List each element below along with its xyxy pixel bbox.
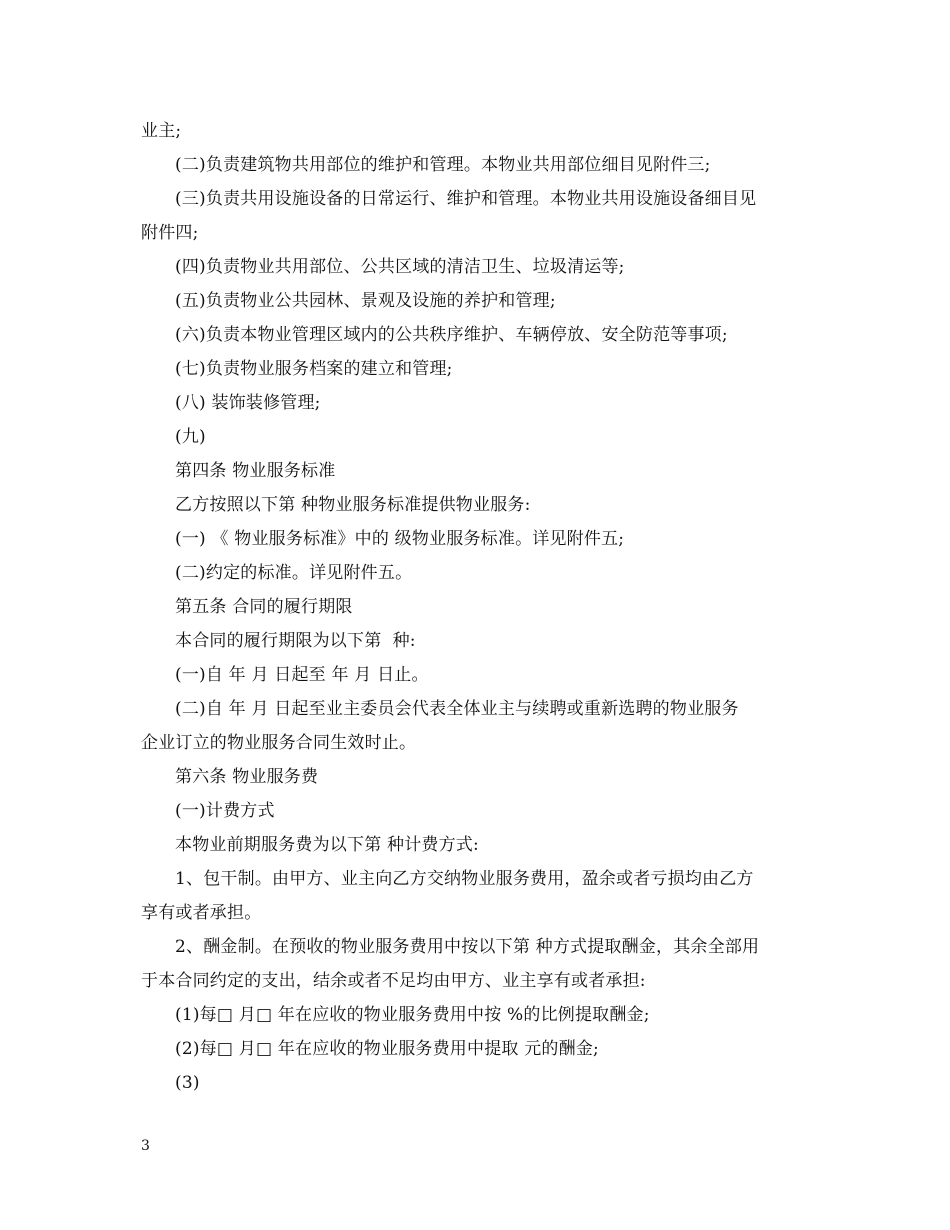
text-line: (二)约定的标准。详见附件五。 [175, 563, 413, 583]
text-line: 本物业前期服务费为以下第 种计费方式: [175, 835, 479, 855]
text-line: 享有或者承担。 [141, 903, 262, 923]
section-heading: 第四条 物业服务标准 [175, 461, 336, 481]
text-line: 企业订立的物业服务合同生效时止。 [141, 733, 417, 753]
text-line: 附件四; [141, 223, 199, 243]
text-line: (一)计费方式 [175, 801, 275, 821]
text-line: 业主; [141, 121, 182, 141]
text-line: (一) 《 物业服务标准》中的 级物业服务标准。详见附件五; [175, 529, 625, 549]
text-line: (一)自 年 月 日起至 年 月 日止。 [175, 665, 429, 685]
section-heading: 第六条 物业服务费 [175, 767, 319, 787]
text-line: 于本合同约定的支出，结余或者不足均由甲方、业主享有或者承担: [141, 971, 646, 991]
text-line: 2、酬金制。在预收的物业服务费用中按以下第 种方式提取酬金，其余全部用 [175, 937, 760, 957]
text-line: (六)负责本物业管理区域内的公共秩序维护、车辆停放、安全防范等事项; [175, 325, 728, 345]
text-line: (三)负责共用设施设备的日常运行、维护和管理。本物业共用设施设备细目见 [175, 189, 757, 209]
text-line: 本合同的履行期限为以下第 种: [175, 631, 416, 651]
text-line: (七)负责物业服务档案的建立和管理; [175, 359, 453, 379]
text-line: (1)每□ 月□ 年在应收的物业服务费用中按 %的比例提取酬金; [175, 1005, 650, 1025]
text-line: (二)自 年 月 日起至业主委员会代表全体业主与续聘或重新选聘的物业服务 [175, 699, 739, 719]
text-line: 1、包干制。由甲方、业主向乙方交纳物业服务费用，盈余或者亏损均由乙方 [175, 869, 754, 889]
text-line: (二)负责建筑物共用部位的维护和管理。本物业共用部位细目见附件三; [175, 155, 711, 175]
section-heading: 第五条 合同的履行期限 [175, 597, 353, 617]
text-line: (3) [175, 1073, 200, 1093]
page-number: 3 [141, 1138, 150, 1154]
text-line: (四)负责物业共用部位、公共区域的清洁卫生、垃圾清运等; [175, 257, 625, 277]
text-line: (八) 装饰装修管理; [175, 393, 321, 413]
text-line: (九) [175, 427, 206, 447]
text-line: 乙方按照以下第 种物业服务标准提供物业服务: [175, 495, 531, 515]
text-line: (五)负责物业公共园林、景观及设施的养护和管理; [175, 291, 556, 311]
text-line: (2)每□ 月□ 年在应收的物业服务费用中提取 元的酬金; [175, 1039, 599, 1059]
